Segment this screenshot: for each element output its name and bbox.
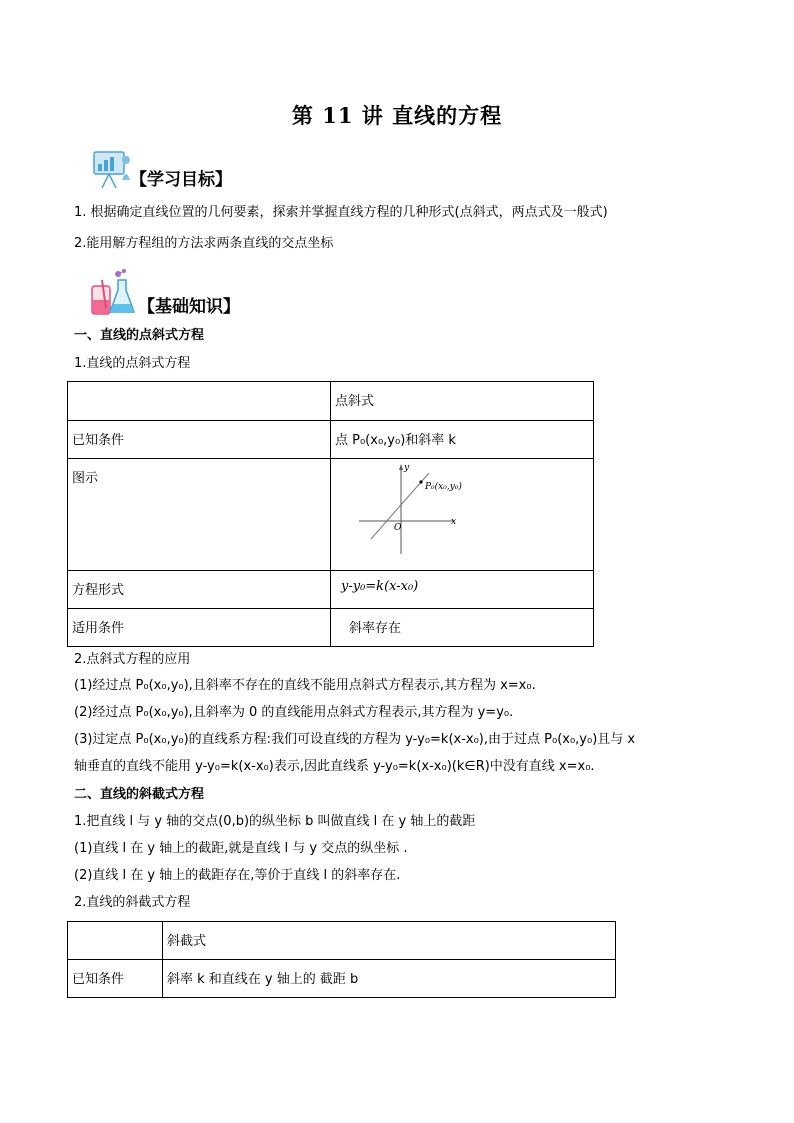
si-header-label: 斜截式 [163, 922, 616, 960]
application-line-3: (3)过定点 P₀(x₀,y₀)的直线系方程:我们可设直线的方程为 y-y₀=k(x-x₀),由于过点 P₀(x₀,y₀)且与 x [74, 732, 636, 747]
section2-line-3: (2)直线 l 在 y 轴上的截距存在,等价于直线 l 的斜率存在. [74, 868, 401, 883]
section1-title: 一、直线的点斜式方程 [74, 328, 205, 343]
si-condition-label: 已知条件 [68, 960, 163, 998]
x-axis-label: x [451, 517, 457, 527]
section1-sub2: 2.点斜式方程的应用 [74, 652, 191, 667]
chemistry-flask-icon [88, 268, 138, 318]
row-form-label: 方程形式 [68, 571, 331, 609]
objective-item-1: 1. 根据确定直线位置的几何要素，探索并掌握直线方程的几种形式(点斜式，两点式及一般式) [74, 205, 608, 220]
basics-heading: 【基础知识】 [138, 297, 240, 317]
row-condition-label: 已知条件 [68, 421, 331, 459]
row-figure-label: 图示 [68, 459, 331, 571]
row-form-value: y-y₀=k(x-x₀) [331, 571, 594, 609]
section2-title: 二、直线的斜截式方程 [74, 787, 205, 802]
section2-line-1: 1.把直线 l 与 y 轴的交点(0,b)的纵坐标 b 叫做直线 l 在 y 轴上的截距 [74, 814, 476, 829]
section2-line-2: (1)直线 l 在 y 轴上的截距,就是直线 l 与 y 交点的纵坐标 . [74, 841, 408, 856]
p0-label: P₀(x₀,y₀) [425, 482, 462, 492]
objectives-heading: 【学习目标】 [130, 170, 232, 190]
origin-label: O [394, 523, 402, 533]
row-scope-value: 斜率存在 [331, 609, 594, 647]
row-figure-cell [331, 459, 594, 571]
slope-intercept-table [67, 921, 616, 998]
point-slope-diagram [331, 459, 593, 569]
y-axis-label: y [404, 463, 410, 473]
section2-line-4: 2.直线的斜截式方程 [74, 895, 191, 910]
application-line-4: 轴垂直的直线不能用 y-y₀=k(x-x₀)表示,因此直线系 y-y₀=k(x-x₀)(k∈R)中没有直线 x=x₀. [74, 759, 595, 774]
row-scope-label: 适用条件 [68, 609, 331, 647]
section1-sub1: 1.直线的点斜式方程 [74, 356, 191, 371]
si-condition-value: 斜率 k 和直线在 y 轴上的 截距 b [163, 960, 616, 998]
row-condition-value: 点 P₀(x₀,y₀)和斜率 k [331, 421, 594, 459]
application-line-2: (2)经过点 P₀(x₀,y₀),且斜率为 0 的直线能用点斜式方程表示,其方程为 y=y₀. [74, 705, 514, 720]
application-line-1: (1)经过点 P₀(x₀,y₀),且斜率不存在的直线不能用点斜式方程表示,其方程为 x=x₀. [74, 678, 536, 693]
objective-item-2: 2.能用解方程组的方法求两条直线的交点坐标 [74, 236, 334, 251]
point-slope-table [67, 381, 594, 647]
si-header-empty [68, 922, 163, 960]
y-axis-arrow [399, 464, 403, 470]
page-title: 第 11 讲 直线的方程 [291, 103, 503, 128]
table-header-empty [68, 382, 331, 421]
presentation-board-icon [88, 150, 132, 190]
table-header-point-slope: 点斜式 [331, 382, 594, 421]
point-p0 [419, 480, 422, 483]
